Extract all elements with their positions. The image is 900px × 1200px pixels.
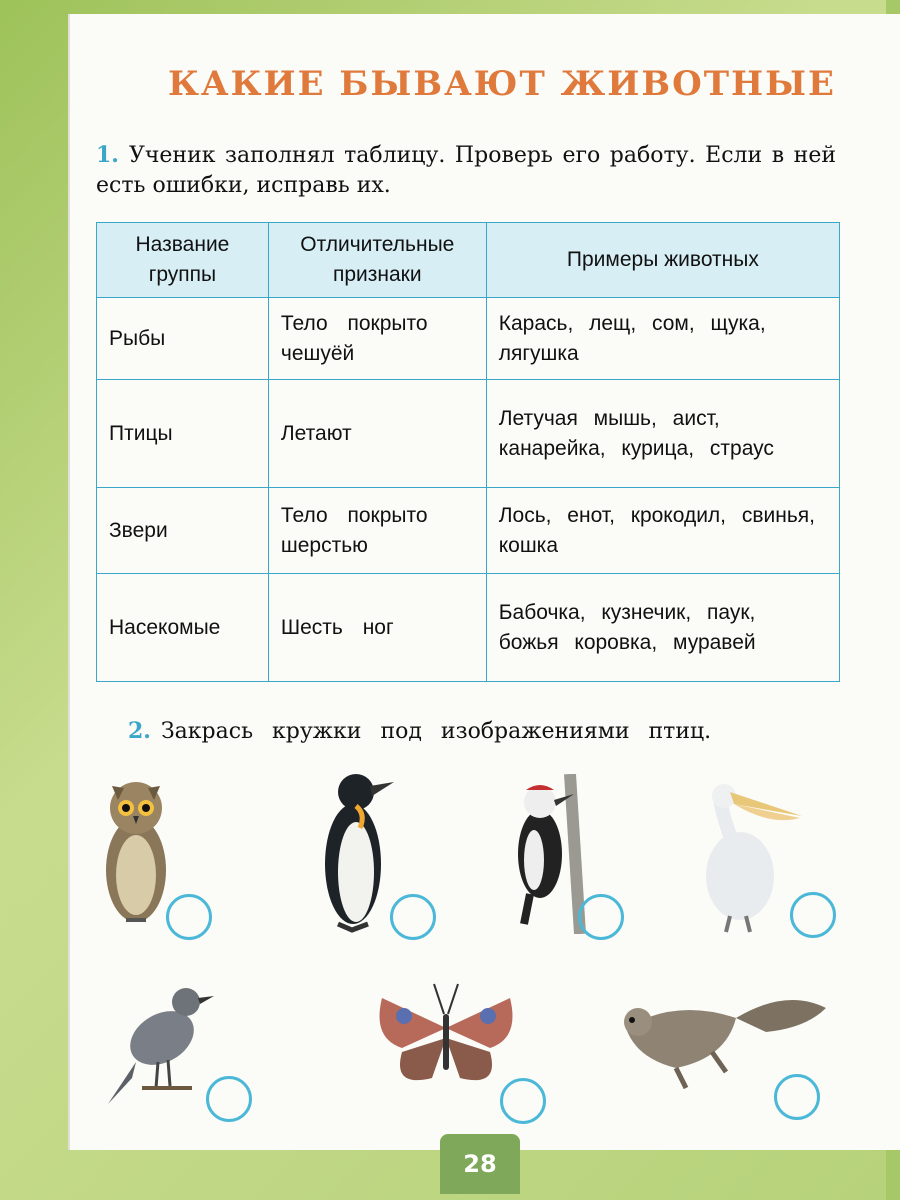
butterfly-image (372, 978, 520, 1098)
answer-circle-woodpecker[interactable] (578, 894, 624, 940)
table-row (97, 574, 840, 682)
task-text: Ученик заполнял таблицу. Проверь его работу. Если в ней есть ошибки, исправь их. (96, 143, 836, 198)
group-cell[interactable]: Звери (97, 488, 269, 574)
animal-table (96, 222, 840, 682)
group-cell[interactable]: Рыбы (97, 298, 269, 380)
answer-circle-small-bird[interactable] (206, 1076, 252, 1122)
table-row (97, 298, 840, 380)
header-cell: Название группы (97, 223, 269, 298)
task-number: 1. (96, 142, 119, 168)
group-cell[interactable]: Насекомые (97, 574, 269, 682)
feature-cell[interactable]: Летают (268, 380, 486, 488)
answer-circle-penguin[interactable] (390, 894, 436, 940)
answer-circle-flying-squirrel[interactable] (774, 1074, 820, 1120)
table-row (97, 488, 840, 574)
task-number: 2. (128, 718, 151, 744)
feature-cell[interactable]: Шесть ног (268, 574, 486, 682)
group-cell[interactable]: Птицы (97, 380, 269, 488)
owl-image (96, 770, 176, 930)
feature-cell[interactable]: Тело покрыто шерстью (268, 488, 486, 574)
examples-cell[interactable]: Карась, лещ, сом, щука, лягушка (486, 298, 839, 380)
page-number: 28 (440, 1134, 520, 1194)
examples-cell[interactable]: Лось, енот, крокодил, свинья, кошка (486, 488, 839, 574)
examples-cell[interactable]: Бабочка, кузнечик, паук, божья коровка, муравей (486, 574, 839, 682)
header-cell: Примеры животных (486, 223, 839, 298)
table-header-row (97, 223, 840, 298)
small-bird-image (102, 978, 222, 1108)
table-row (97, 380, 840, 488)
answer-circle-pelican[interactable] (790, 892, 836, 938)
answer-circle-butterfly[interactable] (500, 1078, 546, 1124)
answer-circle-owl[interactable] (166, 894, 212, 940)
page-title: КАКИЕ БЫВАЮТ ЖИВОТНЫЕ (168, 64, 836, 104)
task-1 (96, 140, 836, 201)
penguin-image (308, 764, 398, 934)
header-cell: Отличительные признаки (268, 223, 486, 298)
feature-cell[interactable]: Тело покрыто чешуёй (268, 298, 486, 380)
task-2 (128, 716, 828, 747)
task-text: Закрась кружки под изображениями птиц. (160, 719, 712, 744)
examples-cell[interactable]: Летучая мышь, аист, канарейка, курица, страус (486, 380, 839, 488)
